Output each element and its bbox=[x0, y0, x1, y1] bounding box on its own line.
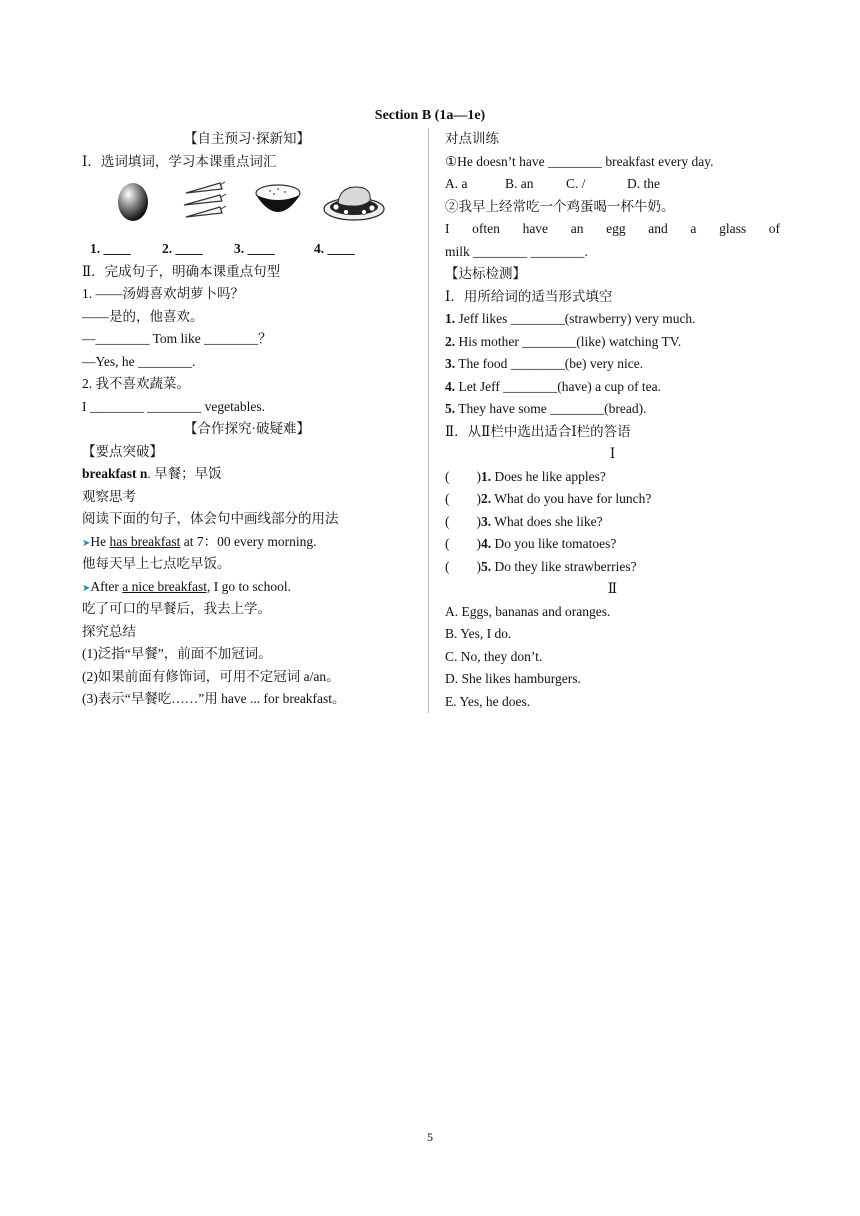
summary-label: 探究总结 bbox=[82, 623, 136, 639]
test-part2-title: Ⅱ．从Ⅱ栏中选出适合Ⅰ栏的答语 bbox=[445, 423, 631, 439]
word: an bbox=[570, 221, 584, 236]
item-text: Let Jeff ________(have) a cup of tea. bbox=[455, 378, 662, 394]
coop-heading: 【合作探究·破疑难】 bbox=[184, 421, 310, 436]
item-number: 3. bbox=[481, 513, 492, 529]
q1-chinese-answer: ——是的，他喜欢。 bbox=[82, 308, 204, 324]
item-number: 2. bbox=[445, 333, 456, 349]
item-text: They have some ________(bread). bbox=[455, 401, 647, 416]
example-2-post: I go to school. bbox=[210, 578, 291, 594]
practice-label: 对点训练 bbox=[445, 131, 499, 146]
item-text: Do you like tomatoes? bbox=[491, 536, 617, 551]
fill-item[interactable] bbox=[445, 376, 780, 399]
observe-label: 观察思考 bbox=[82, 488, 136, 504]
word: of bbox=[768, 221, 780, 236]
item-text: What do you have for lunch? bbox=[491, 491, 652, 506]
option-d[interactable]: D. the bbox=[627, 176, 660, 191]
test-part1-title: Ⅰ．用所给词的适当形式填空 bbox=[445, 288, 613, 304]
word: and bbox=[648, 221, 668, 236]
blank-3[interactable]: 3. ____ bbox=[234, 241, 275, 256]
item-number: 1. bbox=[445, 311, 456, 326]
item-text: The food ________(be) very nice. bbox=[455, 356, 644, 371]
fill-item[interactable] bbox=[445, 353, 780, 376]
word: often bbox=[472, 221, 500, 236]
column-divider bbox=[428, 128, 429, 713]
test-heading: 【达标检测】 bbox=[445, 266, 526, 281]
fill-item[interactable] bbox=[445, 398, 780, 421]
blank-1[interactable]: 1. ____ bbox=[90, 241, 131, 256]
food-pictures bbox=[82, 173, 412, 238]
answer-paren[interactable]: ( ) bbox=[445, 558, 481, 574]
word: egg bbox=[606, 221, 626, 236]
answer-option: D. She likes hamburgers. bbox=[445, 671, 581, 686]
part1-title: Ⅰ．选词填词，学习本课重点词汇 bbox=[82, 153, 277, 169]
fill-item[interactable] bbox=[445, 331, 780, 354]
word: have bbox=[522, 221, 549, 236]
q1-chinese: 1. ——汤姆喜欢胡萝卜吗？ bbox=[82, 286, 244, 301]
q1-english-answer[interactable]: —Yes, he ________. bbox=[82, 353, 196, 369]
practice-2-line2[interactable]: milk ________ ________. bbox=[445, 243, 588, 259]
example-2-translation: 吃了可口的早餐后，我去上学。 bbox=[82, 601, 271, 616]
practice-2-chinese: ②我早上经常吃一个鸡蛋喝一杯牛奶。 bbox=[445, 198, 675, 214]
blank-2[interactable]: 2. ____ bbox=[162, 241, 203, 256]
match-item[interactable] bbox=[445, 488, 780, 511]
answer-paren[interactable]: ( ) bbox=[445, 468, 481, 484]
summary-3: (3)表示“早餐吃……”用 have ... for breakfast。 bbox=[82, 691, 346, 706]
item-text: His mother ________(like) watching TV. bbox=[455, 333, 682, 349]
column-2-label: Ⅱ bbox=[607, 581, 618, 596]
option-b[interactable]: B. an bbox=[505, 176, 534, 191]
example-2 bbox=[82, 576, 412, 599]
example-2-underlined: a nice breakfast, bbox=[122, 578, 211, 594]
rice-bowl-icon bbox=[252, 179, 304, 223]
answer-option: E. Yes, he does. bbox=[445, 693, 531, 709]
example-2-pre: After bbox=[90, 578, 123, 594]
option-c[interactable]: C. / bbox=[566, 176, 586, 191]
item-text: Jeff likes ________(strawberry) very much. bbox=[455, 311, 696, 326]
answer-option: A. Eggs, bananas and oranges. bbox=[445, 603, 611, 619]
item-number: 1. bbox=[481, 468, 492, 484]
item-text: What does she like? bbox=[491, 513, 603, 529]
vocab-entry bbox=[82, 463, 412, 486]
example-1-post: at 7：00 every morning. bbox=[180, 533, 317, 549]
match-item[interactable] bbox=[445, 533, 780, 556]
fill-item[interactable] bbox=[445, 308, 780, 331]
practice-1[interactable]: ①He doesn’t have ________ breakfast every day. bbox=[445, 153, 714, 169]
item-number: 4. bbox=[481, 536, 492, 551]
vocab-definition: . 早餐；早饭 bbox=[147, 466, 222, 481]
picture-blanks bbox=[82, 238, 412, 261]
page-number: 5 bbox=[427, 1130, 433, 1144]
item-number: 2. bbox=[481, 491, 492, 506]
read-instruction: 阅读下面的句子，体会句中画线部分的用法 bbox=[82, 511, 339, 526]
key-points-heading: 【要点突破】 bbox=[82, 443, 163, 459]
carrots-icon bbox=[180, 179, 226, 223]
left-column bbox=[82, 128, 412, 711]
practice-2-line1 bbox=[445, 218, 780, 241]
match-item[interactable] bbox=[445, 466, 780, 489]
answer-paren[interactable]: ( ) bbox=[445, 491, 481, 506]
item-number: 3. bbox=[445, 356, 456, 371]
example-1-underlined: has breakfast bbox=[109, 533, 181, 549]
item-number: 4. bbox=[445, 378, 456, 394]
item-number: 5. bbox=[445, 401, 456, 416]
item-number: 5. bbox=[481, 558, 492, 574]
word: I bbox=[445, 221, 450, 236]
arrow-icon: ➤ bbox=[82, 582, 91, 594]
example-1-translation: 他每天早上七点吃早饭。 bbox=[82, 556, 231, 571]
answer-paren[interactable]: ( ) bbox=[445, 536, 481, 551]
match-item[interactable] bbox=[445, 556, 780, 579]
arrow-icon: ➤ bbox=[82, 537, 91, 549]
item-text: Does he like apples? bbox=[491, 468, 606, 484]
section-title: Section B (1a—1e) bbox=[374, 108, 486, 123]
summary-1: (1)泛指“早餐”，前面不加冠词。 bbox=[82, 646, 272, 661]
word: glass bbox=[719, 221, 747, 236]
egg-icon bbox=[114, 179, 152, 223]
summary-2: (2)如果前面有修饰词，可用不定冠词 a/an。 bbox=[82, 668, 340, 684]
answer-option: C. No, they don’t. bbox=[445, 648, 543, 664]
example-1-pre: He bbox=[90, 533, 110, 549]
q2-chinese: 2. 我不喜欢蔬菜。 bbox=[82, 376, 190, 391]
chicken-dish-icon bbox=[322, 179, 386, 223]
blank-4[interactable]: 4. ____ bbox=[314, 241, 355, 256]
q1-english-question[interactable]: —________ Tom like ________？ bbox=[82, 331, 272, 346]
word: a bbox=[690, 221, 697, 236]
option-a[interactable]: A. a bbox=[445, 176, 468, 191]
practice-1-options bbox=[445, 173, 780, 196]
item-text: Do they like strawberries? bbox=[491, 558, 637, 574]
vocab-word: breakfast n bbox=[82, 466, 148, 481]
column-1-label: Ⅰ bbox=[609, 446, 616, 461]
example-1 bbox=[82, 531, 412, 554]
answer-paren[interactable]: ( ) bbox=[445, 513, 481, 529]
preview-heading: 【自主预习·探新知】 bbox=[184, 131, 310, 146]
right-column bbox=[445, 128, 780, 713]
answer-option: B. Yes, I do. bbox=[445, 626, 512, 641]
match-item[interactable] bbox=[445, 511, 780, 534]
part2-title: Ⅱ．完成句子，明确本课重点句型 bbox=[82, 263, 281, 279]
q2-english[interactable]: I ________ ________ vegetables. bbox=[82, 398, 265, 414]
